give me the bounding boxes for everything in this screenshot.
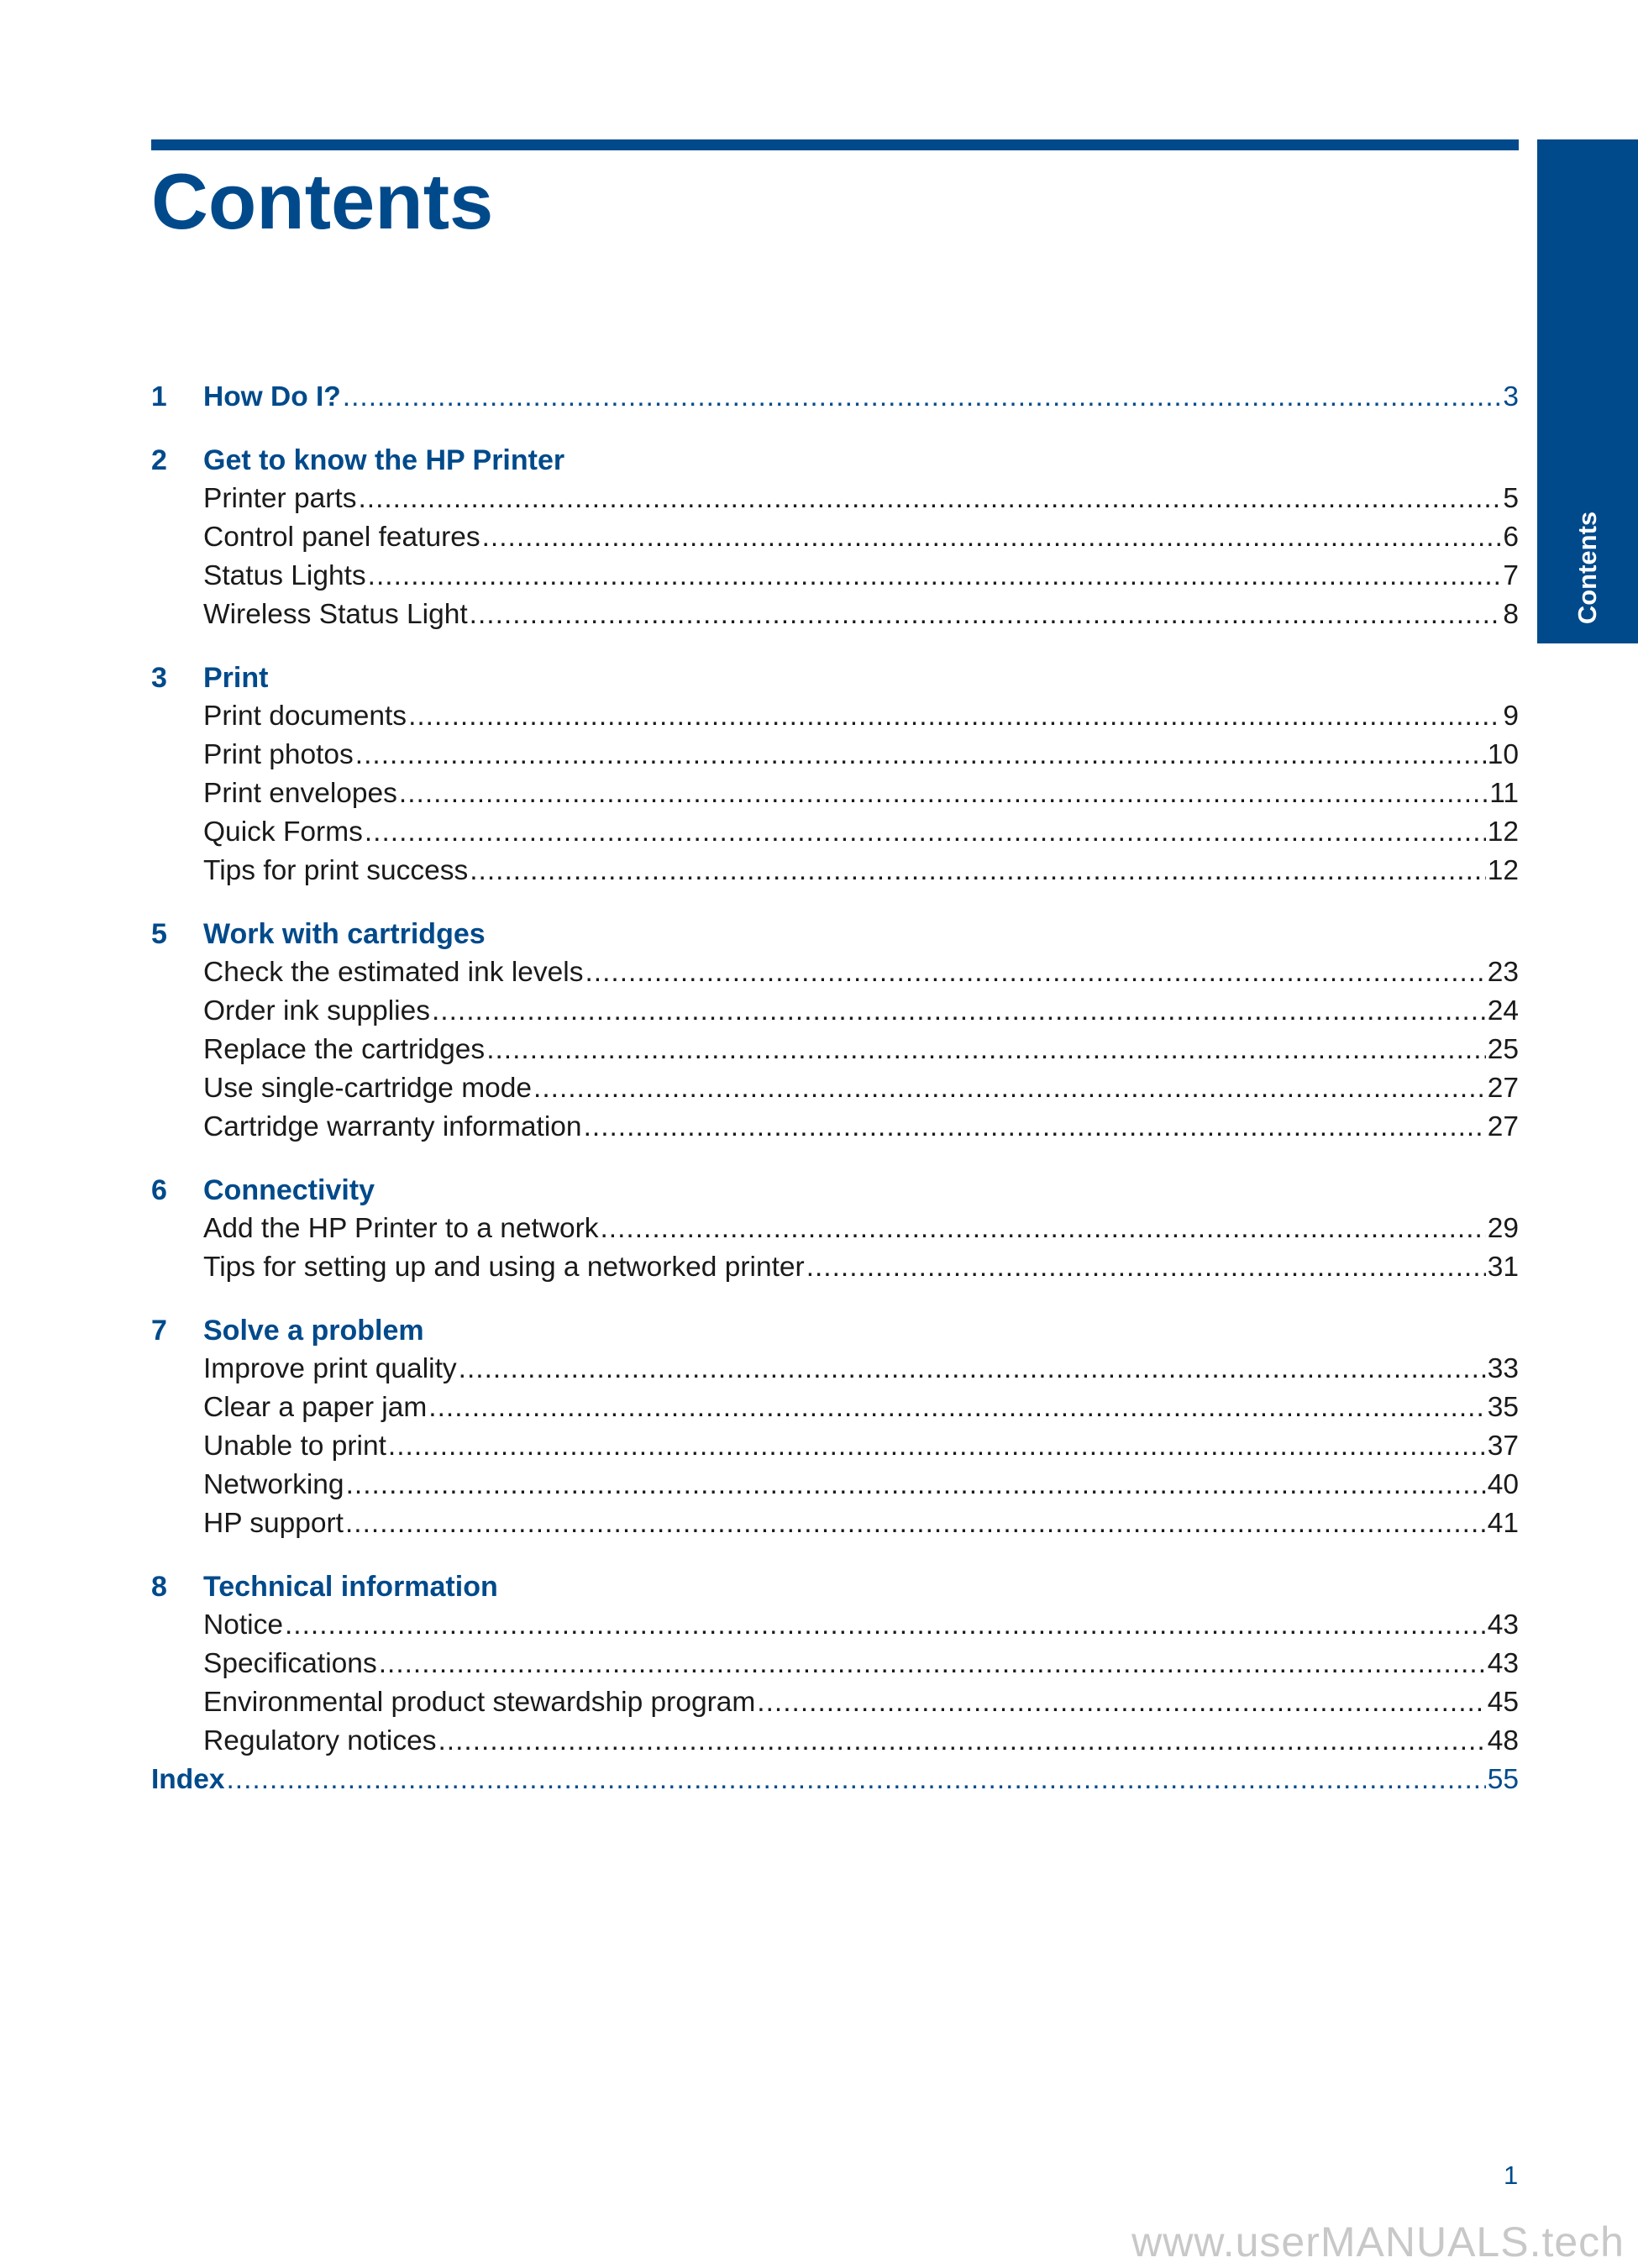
chapter-title: Solve a problem — [203, 1315, 424, 1347]
watermark: www.userMANUALS.tech — [1131, 2218, 1625, 2265]
toc-entry[interactable] — [203, 1389, 1519, 1427]
dot-leader — [227, 1761, 1486, 1799]
entry-label: Unable to print — [203, 1431, 386, 1462]
page-number: 1 — [1504, 2160, 1519, 2190]
dot-leader — [432, 992, 1486, 1031]
entry-label: Tips for setting up and using a networked printer — [203, 1252, 805, 1283]
chapter-8 — [151, 1567, 1519, 1761]
toc-entry[interactable] — [203, 1645, 1519, 1683]
chapter-number: 2 — [151, 444, 167, 476]
chapter-6 — [151, 1171, 1519, 1287]
entry-label: Networking — [203, 1469, 344, 1500]
entry-label: Print photos — [203, 739, 354, 770]
table-of-contents — [151, 378, 1519, 1799]
dot-leader — [438, 1722, 1485, 1761]
toc-entry[interactable] — [203, 852, 1519, 890]
page-ref: 23 — [1487, 957, 1519, 988]
toc-entry[interactable] — [203, 1031, 1519, 1069]
entry-label: Print envelopes — [203, 778, 397, 809]
dot-leader — [470, 852, 1485, 890]
chapter-number: 1 — [151, 381, 167, 412]
chapter-3 — [151, 659, 1519, 890]
entry-label: Replace the cartridges — [203, 1034, 486, 1065]
dot-leader — [399, 774, 1488, 813]
dot-leader — [482, 518, 1502, 557]
chapter-heading[interactable] — [151, 1171, 1519, 1210]
page-ref: 12 — [1487, 855, 1519, 886]
page-ref: 55 — [1487, 1764, 1519, 1795]
entry-label: Add the HP Printer to a network — [203, 1213, 599, 1244]
chapter-5 — [151, 915, 1519, 1147]
toc-entry[interactable] — [203, 1108, 1519, 1147]
entry-label: Environmental product stewardship program — [203, 1687, 756, 1718]
dot-leader — [533, 1069, 1486, 1108]
dot-leader — [757, 1683, 1485, 1722]
dot-leader — [358, 480, 1501, 518]
page-ref: 25 — [1487, 1034, 1519, 1065]
toc-entry[interactable] — [203, 953, 1519, 992]
entry-label: Order ink supplies — [203, 995, 430, 1026]
entry-label: Wireless Status Light — [203, 599, 468, 630]
page-ref: 7 — [1503, 560, 1519, 591]
entry-label: Use single-cartridge mode — [203, 1073, 533, 1104]
entry-label: Control panel features — [203, 522, 480, 553]
dot-leader — [601, 1210, 1486, 1248]
toc-entry[interactable] — [203, 596, 1519, 634]
toc-entry[interactable] — [203, 774, 1519, 813]
page-ref: 31 — [1487, 1252, 1519, 1283]
toc-entry-index[interactable] — [151, 1761, 1519, 1799]
chapter-title: Technical information — [203, 1571, 498, 1603]
page-ref: 35 — [1487, 1392, 1519, 1423]
dot-leader — [285, 1606, 1486, 1645]
entry-label: Check the estimated ink levels — [203, 957, 584, 988]
toc-entry[interactable] — [203, 518, 1519, 557]
entry-label: Notice — [203, 1609, 283, 1641]
dot-leader — [806, 1248, 1486, 1287]
toc-entry[interactable] — [203, 697, 1519, 736]
toc-entry[interactable] — [203, 992, 1519, 1031]
page-ref: 12 — [1487, 816, 1519, 848]
index-title: Index — [151, 1764, 225, 1795]
chapter-number: 3 — [151, 662, 167, 694]
page-ref: 40 — [1487, 1469, 1519, 1500]
chapter-title: Connectivity — [203, 1174, 375, 1206]
page-ref: 37 — [1487, 1431, 1519, 1462]
dot-leader — [379, 1645, 1486, 1683]
toc-entry[interactable] — [203, 813, 1519, 852]
toc-entry[interactable] — [203, 1210, 1519, 1248]
dot-leader — [343, 378, 1502, 417]
toc-entry[interactable] — [203, 1683, 1519, 1722]
chapter-heading[interactable] — [151, 659, 1519, 697]
dot-leader — [486, 1031, 1486, 1069]
page-ref: 9 — [1503, 701, 1519, 732]
entry-label: Improve print quality — [203, 1353, 457, 1384]
dot-leader — [368, 557, 1502, 596]
chapter-heading[interactable] — [151, 1311, 1519, 1350]
entry-label: Cartridge warranty information — [203, 1111, 582, 1142]
dot-leader — [355, 736, 1486, 774]
entry-label: Status Lights — [203, 560, 366, 591]
page-ref: 27 — [1487, 1111, 1519, 1142]
chapter-heading[interactable] — [151, 441, 1519, 480]
chapter-number: 5 — [151, 918, 167, 950]
page-ref: 24 — [1487, 995, 1519, 1026]
entry-label: Quick Forms — [203, 816, 363, 848]
side-tab — [1537, 139, 1638, 643]
dot-leader — [345, 1504, 1486, 1543]
chapter-number: 7 — [151, 1315, 167, 1347]
page-ref: 43 — [1487, 1648, 1519, 1679]
dot-leader — [470, 596, 1502, 634]
dot-leader — [346, 1466, 1486, 1504]
page-ref: 29 — [1487, 1213, 1519, 1244]
chapter-number: 6 — [151, 1174, 167, 1206]
dot-leader — [428, 1389, 1485, 1427]
page-ref: 5 — [1503, 483, 1519, 514]
toc-entry-how-do-i[interactable] — [151, 378, 1519, 417]
page-ref: 48 — [1487, 1725, 1519, 1756]
top-rule — [151, 139, 1519, 150]
chapter-title: Print — [203, 662, 269, 694]
toc-entry[interactable] — [203, 1722, 1519, 1761]
page-ref: 10 — [1487, 739, 1519, 770]
chapter-title: Work with cartridges — [203, 918, 486, 950]
entry-label: Clear a paper jam — [203, 1392, 428, 1423]
toc-entry[interactable] — [203, 1466, 1519, 1504]
toc-entry[interactable] — [203, 1427, 1519, 1466]
page-ref: 27 — [1487, 1073, 1519, 1104]
chapter-heading[interactable] — [151, 915, 1519, 953]
entry-label: Print documents — [203, 701, 407, 732]
dot-leader — [408, 697, 1501, 736]
toc-entry[interactable] — [203, 1606, 1519, 1645]
chapter-1 — [151, 378, 1519, 417]
dot-leader — [388, 1427, 1486, 1466]
entry-label: Tips for print success — [203, 855, 469, 886]
chapter-2 — [151, 441, 1519, 634]
toc-entry[interactable] — [203, 1504, 1519, 1543]
page-ref: 3 — [1503, 381, 1519, 412]
chapter-7 — [151, 1311, 1519, 1543]
page-title: Contents — [151, 157, 494, 245]
entry-label: Regulatory notices — [203, 1725, 437, 1756]
page-ref: 11 — [1489, 778, 1519, 809]
chapter-heading[interactable] — [151, 1567, 1519, 1606]
side-tab-label: Contents — [1572, 511, 1602, 625]
entry-label: HP support — [203, 1508, 344, 1539]
dot-leader — [459, 1350, 1486, 1389]
toc-entry[interactable] — [203, 1069, 1519, 1108]
chapter-number: 8 — [151, 1571, 167, 1603]
page-ref: 8 — [1503, 599, 1519, 630]
toc-entry[interactable] — [203, 736, 1519, 774]
page-ref: 45 — [1487, 1687, 1519, 1718]
page-ref: 33 — [1487, 1353, 1519, 1384]
toc-entry[interactable] — [203, 1350, 1519, 1389]
page-ref: 43 — [1487, 1609, 1519, 1641]
toc-entry[interactable] — [203, 557, 1519, 596]
chapter-title: How Do I? — [203, 381, 341, 412]
toc-entry[interactable] — [203, 1248, 1519, 1287]
dot-leader — [585, 953, 1485, 992]
page-ref: 41 — [1487, 1508, 1519, 1539]
toc-entry[interactable] — [203, 480, 1519, 518]
chapter-title: Get to know the HP Printer — [203, 444, 565, 476]
dot-leader — [365, 813, 1486, 852]
entry-label: Printer parts — [203, 483, 357, 514]
dot-leader — [584, 1108, 1486, 1147]
page-ref: 6 — [1503, 522, 1519, 553]
entry-label: Specifications — [203, 1648, 377, 1679]
